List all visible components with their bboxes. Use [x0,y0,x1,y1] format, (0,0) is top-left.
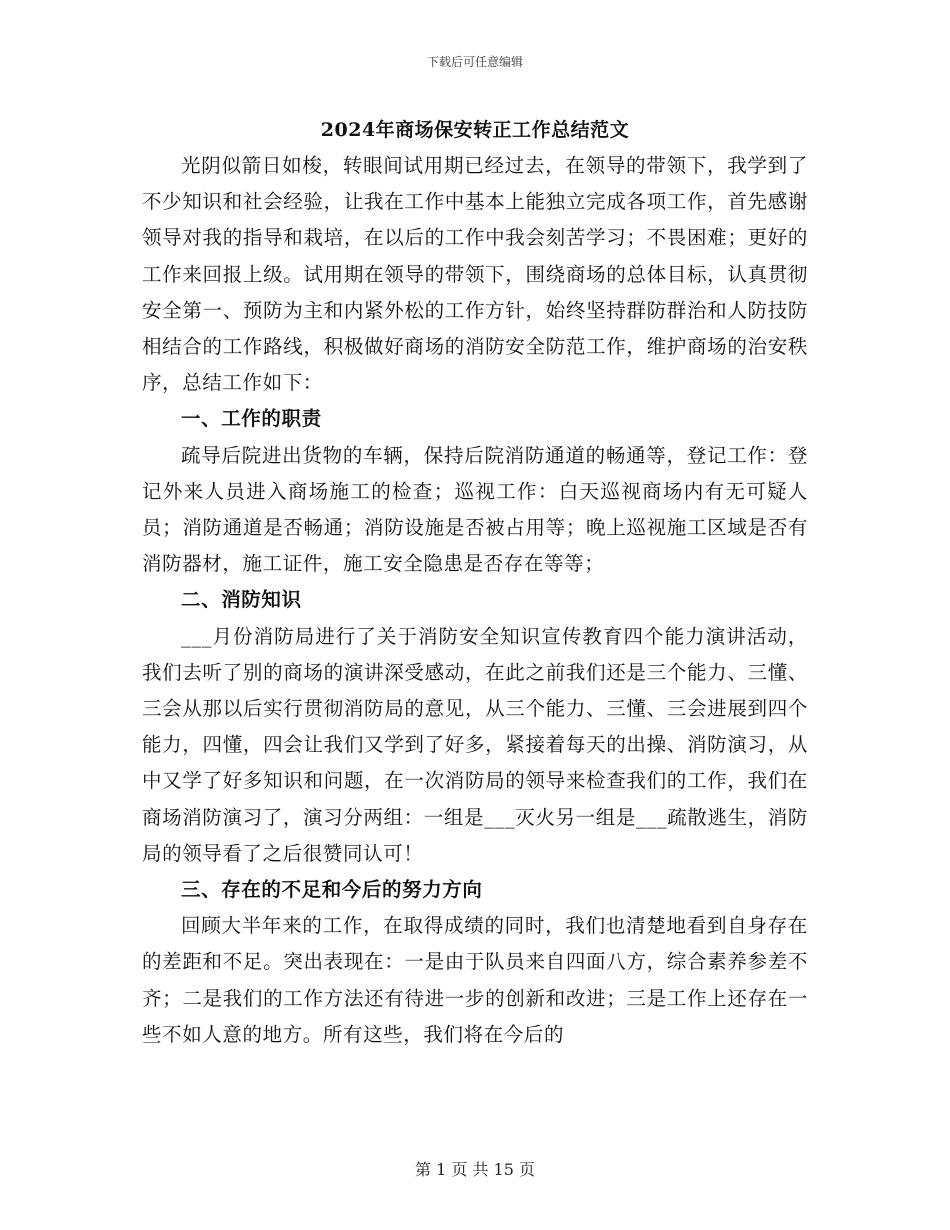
page-footer: 第 1 页 共 15 页 [415,1160,535,1179]
document-title: 2024年商场保安转正工作总结范文 [320,119,630,141]
section-body-shortcomings: 回顾大半年来的工作，在取得成绩的同时，我们也清楚地看到自身存在的差距和不足。突出表现在：一是由于队员来自四面八方，综合素养参差不齐；二是我们的工作方法还有待进一步的创新和改进；三是工作上还存在一些不如人意的地方。所有这些，我们将在今后的 [142,914,808,1046]
section-body-duties: 疏导后院进出货物的车辆，保持后院消防通道的畅通等，登记工作：登记外来人员进入商场施工的检查；巡视工作：白天巡视商场内有无可疑人员；消防通道是否畅通；消防设施是否被占用等；晚上巡视施工区域是否有消防器材，施工证件，施工安全隐患是否存在等等； [142,443,808,576]
section-heading-duties: 一、工作的职责 [181,407,322,431]
header-note: 下载后可任意编辑 [426,55,523,69]
section-heading-shortcomings: 三、存在的不足和今后的努力方向 [181,878,483,902]
intro-paragraph: 光阴似箭日如梭，转眼间试用期已经过去，在领导的带领下，我学到了不少知识和社会经验，让我在工作中基本上能独立完成各项工作，首先感谢领导对我的指导和栽培，在以后的工作中我会刻苦学习；不畏困难；更好的工作来回报上级。试用期在领导的带领下，围绕商场的总体目标，认真贯彻安全第一、预防为主和内紧外松的工作方针，始终坚持群防群治和人防技防相结合的工作路线，积极做好商场的消防安全防范工作，维护商场的治安秩序，总结工作如下： [142,154,808,395]
section-body-fire-knowledge: ___月份消防局进行了关于消防安全知识宣传教育四个能力演讲活动，我们去听了别的商场的演讲深受感动，在此之前我们还是三个能力、三懂、三会从那以后实行贯彻消防局的意见，从三个能力、三懂、三会进展到四个能力，四懂，四会让我们又学到了好多，紧接着每天的出操、消防演习，从中又学了好多知识和问题，在一次消防局的领导来检查我们的工作，我们在商场消防演习了，演习分两组：一组是___灭火另一组是___疏散逃生，消防局的领导看了之后很赞同认可！ [142,624,808,865]
document-body [142,112,808,1053]
section-heading-fire-knowledge: 二、消防知识 [181,588,302,612]
